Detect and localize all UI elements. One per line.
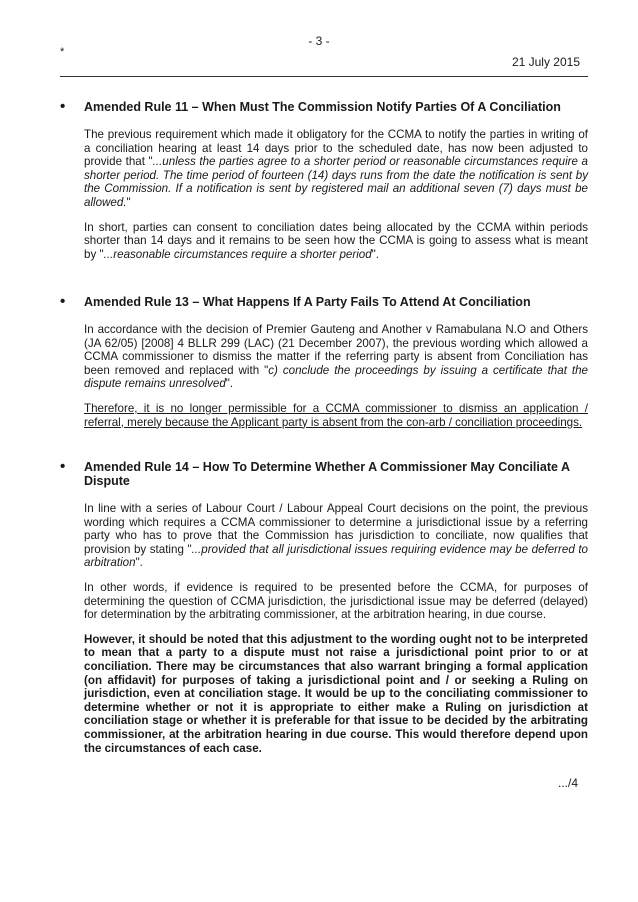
section-rule-13: [60, 295, 588, 429]
bullet-icon: •: [60, 293, 66, 310]
section-paragraph: In accordance with the decision of Premier Gauteng and Another v Ramabulana N.O and Others (JA 62/05) [2008] 4 BLLR 299 (LAC) (21 December 2007), the previous wording which allowed a CCMA commissioner to dismiss the matter if the referring party is absent from Conciliation has been removed and replaced with "c) conclude the proceedings by issuing a certificate that the dispute remains unresolved".: [84, 323, 588, 391]
section-paragraph-bold: However, it should be noted that this adjustment to the wording ought not to be interpreted to mean that a party to a dispute must not raise a jurisdictional point prior to or at conciliation. There may be circumstances that also warrant bringing a formal application (on affidavit) for purposes of taking a jurisdictional point and / or seeking a Ruling on jurisdiction, even at conciliation stage. It would be up to the conciliating commissioner to determine whether or not it is appropriate to either make a Ruling on jurisdiction at conciliation stage or whether it is preferable for that issue to be decided by the arbitrating commissioner, at the arbitration hearing in due course. This would therefore depend upon the circumstances of each case.: [84, 632, 588, 755]
header-divider: [60, 76, 588, 77]
section-paragraph: In short, parties can consent to conciliation dates being allocated by the CCMA within periods shorter than 14 days and it remains to be seen how the CCMA is going to assess what is meant by "...reasonable circumstances require a shorter period".: [84, 220, 588, 261]
section-rule-11: [60, 100, 588, 261]
asterisk-mark: *: [60, 46, 65, 58]
page-number: - 3 -: [308, 34, 330, 48]
section-heading: Amended Rule 14 – How To Determine Whether A Commissioner May Conciliate A Dispute: [84, 460, 570, 488]
section-paragraph: The previous requirement which made it obligatory for the CCMA to notify the parties in writing of a conciliation hearing at least 14 days prior to the scheduled date, has now been adjusted to provide that "...unless the parties agree to a shorter period or reasonable circumstances require a shorter period. The time period of fourteen (14) days runs from the date the notification is sent by the Commission. If a notification is sent by registered mail an additional seven (7) days must be allowed.": [84, 128, 589, 209]
bullet-icon: •: [60, 458, 66, 475]
section-rule-14: [60, 460, 588, 755]
section-heading: Amended Rule 11 – When Must The Commission Notify Parties Of A Conciliation: [84, 100, 561, 114]
page-continuation: .../4: [557, 776, 578, 790]
section-paragraph-underlined: Therefore, it is no longer permissible for a CCMA commissioner to dismiss an application / referral, merely because the Applicant party is absent from the con-arb / conciliation proceedings.: [84, 401, 588, 429]
section-paragraph: In line with a series of Labour Court / Labour Appeal Court decisions on the point, the previous wording which requires a CCMA commissioner to determine a jurisdictional issue by a referring party who has to prove that the Commission has jurisdiction to conciliate, now qualifies that provision by stating "...provided that all jurisdictional issues requiring evidence may be deferred to arbitration".: [84, 502, 588, 570]
bullet-icon: •: [60, 98, 66, 115]
section-heading: Amended Rule 13 – What Happens If A Party Fails To Attend At Conciliation: [84, 295, 531, 309]
document-date: 21 July 2015: [511, 55, 580, 69]
section-paragraph: In other words, if evidence is required to be presented before the CCMA, for purposes of determining the question of CCMA jurisdiction, the jurisdictional issue may be deferred (delayed) for determination by the arbitrating commissioner, at the arbitration hearing, in due course.: [84, 580, 588, 622]
